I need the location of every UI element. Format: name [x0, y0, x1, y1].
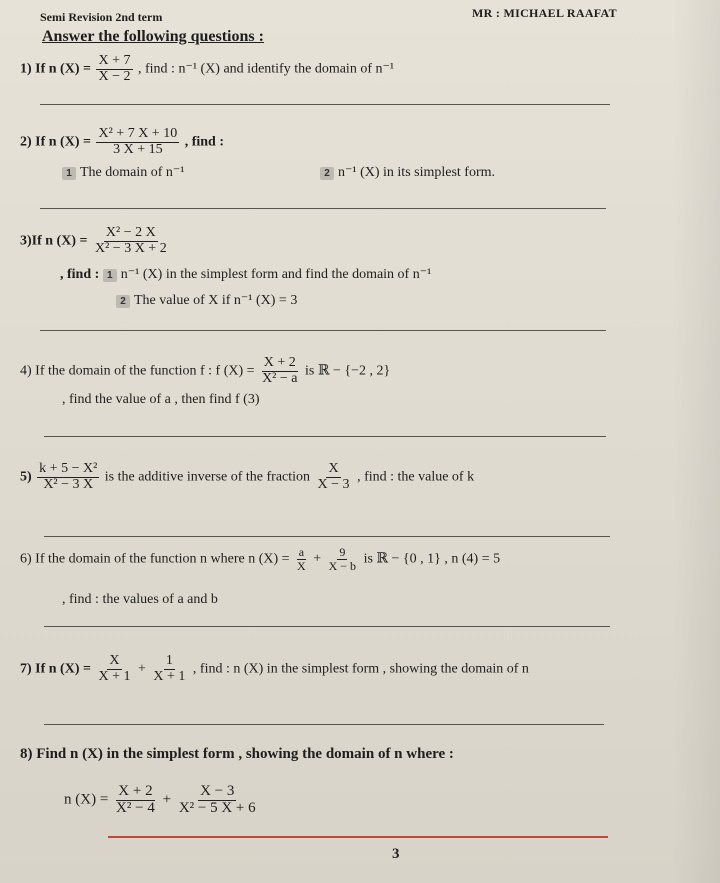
q2-part-1-text: The domain of n⁻¹	[80, 165, 185, 180]
q8-denominator-1: X² − 4	[116, 799, 155, 816]
part-number-badge: 1	[62, 167, 76, 180]
q6-denominator-1: X	[297, 558, 306, 573]
instruction-heading: Answer the following questions :	[42, 28, 264, 45]
question-8-title: 8) Find n (X) in the simplest form , showing the domain of n where :	[20, 746, 454, 762]
q3-find: , find :	[60, 267, 100, 282]
question-2	[20, 127, 224, 157]
answer-line-8	[108, 836, 608, 838]
q5-denominator-2: X − 3	[317, 476, 350, 492]
q6-prefix: 6) If the domain of the function n where n (X) =	[20, 551, 290, 567]
q2-prefix: 2) If n (X) =	[20, 134, 91, 150]
q6-denominator-2: X − b	[328, 558, 357, 573]
answer-line-2	[40, 208, 606, 209]
q7-denominator-2: X + 1	[153, 668, 186, 684]
q5-fraction-2	[316, 462, 352, 492]
q4-fraction	[260, 356, 299, 386]
q1-denominator: X − 2	[98, 68, 131, 84]
q6-plus: +	[313, 551, 322, 567]
q4-find: , find the value of a , then find f (3)	[62, 392, 260, 407]
q8-plus: +	[162, 791, 172, 808]
q6-find: , find : the values of a and b	[62, 592, 218, 607]
q7-text: , find : n (X) in the simplest form , showing the domain of n	[192, 661, 529, 677]
q3-denominator: X² − 3 X + 2	[94, 240, 167, 256]
q7-prefix: 7) If n (X) =	[20, 661, 91, 677]
q8-numerator-2: X − 3	[200, 783, 235, 799]
answer-line-1	[40, 104, 610, 105]
q7-fraction-1	[96, 654, 132, 684]
answer-line-4	[44, 436, 606, 437]
q3-part-1-text: n⁻¹ (X) in the simplest form and find the domain of n⁻¹	[120, 267, 432, 282]
answer-line-6	[44, 626, 610, 627]
part-number-badge: 1	[103, 269, 117, 282]
q5-find: , find : the value of k	[357, 469, 475, 485]
q7-denominator-1: X + 1	[98, 668, 131, 684]
teacher-name: MR : MICHAEL RAAFAT	[472, 6, 617, 20]
q2-find: , find :	[184, 134, 224, 150]
q1-text: , find : n⁻¹ (X) and identify the domain of n⁻¹	[138, 61, 395, 77]
q1-prefix: 1) If n (X) =	[20, 61, 91, 77]
q6-fraction-2	[327, 546, 358, 572]
q7-plus: +	[138, 661, 146, 677]
q8-numerator-1: X + 2	[118, 783, 153, 799]
question-6	[20, 546, 500, 572]
q2-fraction	[96, 127, 179, 157]
q8-denominator-2: X² − 5 X + 6	[178, 799, 256, 816]
q8-fraction-2	[177, 784, 258, 817]
q1-fraction	[96, 54, 132, 84]
q6-domain: is ℝ − {0 , 1} , n (4) = 5	[363, 551, 501, 567]
answer-line-3	[40, 330, 606, 331]
q3-part-2	[116, 292, 297, 309]
q8-fraction-1	[114, 784, 157, 817]
q2-part-2	[320, 164, 495, 181]
q2-part-2-text: n⁻¹ (X) in its simplest form.	[338, 165, 496, 180]
page-number: 3	[392, 846, 400, 862]
q2-denominator: 3 X + 15	[113, 141, 163, 157]
question-4	[20, 356, 390, 386]
q3-fraction	[93, 226, 169, 256]
semi-revision-label: Semi Revision 2nd term	[40, 10, 163, 24]
q5-numerator: k + 5 − X²	[39, 461, 98, 476]
q6-fraction-1	[295, 546, 308, 572]
q2-numerator: X² + 7 X + 10	[98, 126, 178, 141]
q6-numerator-1: a	[298, 545, 305, 559]
q1-numerator: X + 7	[98, 53, 131, 68]
question-1	[20, 54, 394, 84]
q3-part-1	[60, 266, 431, 283]
q6-numerator-2: 9	[339, 545, 346, 559]
q5-numerator-2: X	[328, 461, 339, 476]
q5-denominator: X² − 3 X	[43, 476, 94, 492]
question-8-expression	[64, 784, 260, 817]
question-5	[20, 462, 474, 492]
part-number-badge: 2	[320, 167, 334, 180]
q7-numerator-2: 1	[165, 653, 173, 668]
answer-line-7	[44, 724, 604, 725]
q3-prefix: 3)If n (X) =	[20, 233, 88, 249]
q4-numerator: X + 2	[263, 355, 296, 370]
q4-prefix: 4) If the domain of the function f : f (X) =	[20, 363, 255, 379]
q5-prefix: 5)	[20, 469, 32, 485]
q5-text: is the additive inverse of the fraction	[104, 469, 311, 485]
answer-line-5	[44, 536, 610, 537]
q8-prefix: n (X) =	[64, 791, 109, 808]
q4-domain: is ℝ − {−2 , 2}	[304, 363, 391, 379]
question-7	[20, 654, 529, 684]
q3-part-2-text: The value of X if n⁻¹ (X) = 3	[134, 293, 298, 308]
q7-numerator-1: X	[109, 653, 120, 668]
part-number-badge: 2	[116, 295, 130, 308]
page-edge-shadow	[672, 0, 720, 883]
question-3	[20, 226, 171, 256]
q4-denominator: X² − a	[262, 370, 298, 386]
q3-numerator: X² − 2 X	[105, 225, 156, 240]
q5-fraction	[37, 462, 99, 492]
q7-fraction-2	[151, 654, 187, 684]
q2-part-1	[62, 164, 185, 181]
